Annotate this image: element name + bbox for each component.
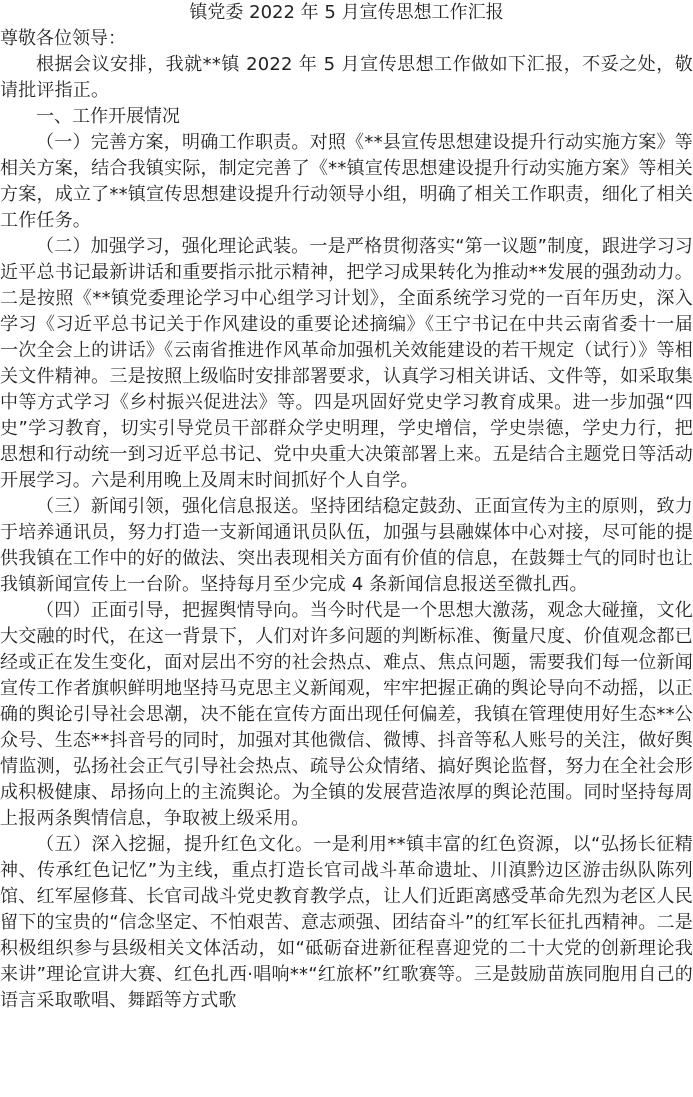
salutation: 尊敬各位领导：	[0, 28, 126, 49]
paragraph-5: （五）深入挖掘，提升红色文化。一是利用**镇丰富的红色资源，以“弘扬长征精神、传承红色记忆”为主线，重点打造长官司战斗革命遗址、川滇黔边区游击纵队陈列馆、红军屋修葺、长官司战斗党史教育教学点，让人们近距离感受革命先烈为老区人民留下的宝贵的“信念坚定、不怕艰苦、意志顽强、团结奋斗”的红军长征扎西精神。二是积极组织参与县级相关文体活动，如“砥砺奋进新征程喜迎党的二十大党的创新理论我来讲”理论宣讲大赛、红色扎西·唱响**“红旅杯”红歌赛等。三是鼓励苗族同胞用自己的语言采取歌唱、舞蹈等方式歌	[0, 834, 693, 1011]
intro-paragraph: 根据会议安排，我就**镇 2022 年 5 月宣传思想工作做如下汇报，不妥之处，敬请批评指正。	[0, 54, 693, 101]
paragraph-4: （四）正面引导，把握舆情导向。当今时代是一个思想大激荡，观念大碰撞，文化大交融的时代，在这一背景下，人们对许多问题的判断标准、衡量尺度、价值观念都已经或正在发生变化，面对层出不穷的社会热点、难点、焦点问题，需要我们每一位新闻宣传工作者旗帜鲜明地坚持马克思主义新闻观，牢牢把握正确的舆论导向不动摇，以正确的舆论引导社会思潮，决不能在宣传方面出现任何偏差，我镇在管理使用好生态**公众号、生态**抖音号的同时，加强对其他微信、微博、抖音等私人账号的关注，做好舆情监测，弘扬社会正气引导社会热点、疏导公众情绪、搞好舆论监督，努力在全社会形成积极健康、昂扬向上的主流舆论。为全镇的发展营造浓厚的舆论范围。同时坚持每周上报两条舆情信息，争取被上级采用。	[0, 600, 693, 829]
paragraph-3: （三）新闻引领，强化信息报送。坚持团结稳定鼓劲、正面宣传为主的原则，致力于培养通讯员，努力打造一支新闻通讯员队伍，加强与县融媒体中心对接，尽可能的提供我镇在工作中的好的做法、突出表现相关方面有价值的信息，在鼓舞士气的同时也让我镇新闻宣传上一台阶。坚持每月至少完成 4 条新闻信息报送至微扎西。	[0, 496, 693, 595]
paragraph-2: （二）加强学习，强化理论武装。一是严格贯彻落实“第一议题”制度，跟进学习习近平总书记最新讲话和重要指示批示精神，把学习成果转化为推动**发展的强劲动力。二是按照《**镇党委理论学习中心组学习计划》，全面系统学习党的一百年历史，深入学习《习近平总书记关于作风建设的重要论述摘编》《王宁书记在中共云南省委十一届一次全会上的讲话》《云南省推进作风革命加强机关效能建设的若干规定（试行）》等相关文件精神。三是按照上级临时安排部署要求，认真学习相关讲话、文件等，如采取集中等方式学习《乡村振兴促进法》等。四是巩固好党史学习教育成果。进一步加强“四史”学习教育，切实引导党员干部群众学史明理，学史增信，学史崇德，学史力行，把思想和行动统一到习近平总书记、党中央重大决策部署上来。五是结合主题党日等活动开展学习。六是利用晚上及周末时间抓好个人自学。	[0, 236, 693, 491]
document-title: 镇党委 2022 年 5 月宣传思想工作汇报	[189, 2, 504, 23]
paragraph-1: （一）完善方案，明确工作职责。对照《**县宣传思想建设提升行动实施方案》等相关方案，结合我镇实际，制定完善了《**镇宣传思想建设提升行动实施方案》等相关方案，成立了**镇宣传思想建设提升行动领导小组，明确了相关工作职责，细化了相关工作任务。	[0, 132, 693, 231]
section-heading: 一、工作开展情况	[36, 106, 180, 127]
